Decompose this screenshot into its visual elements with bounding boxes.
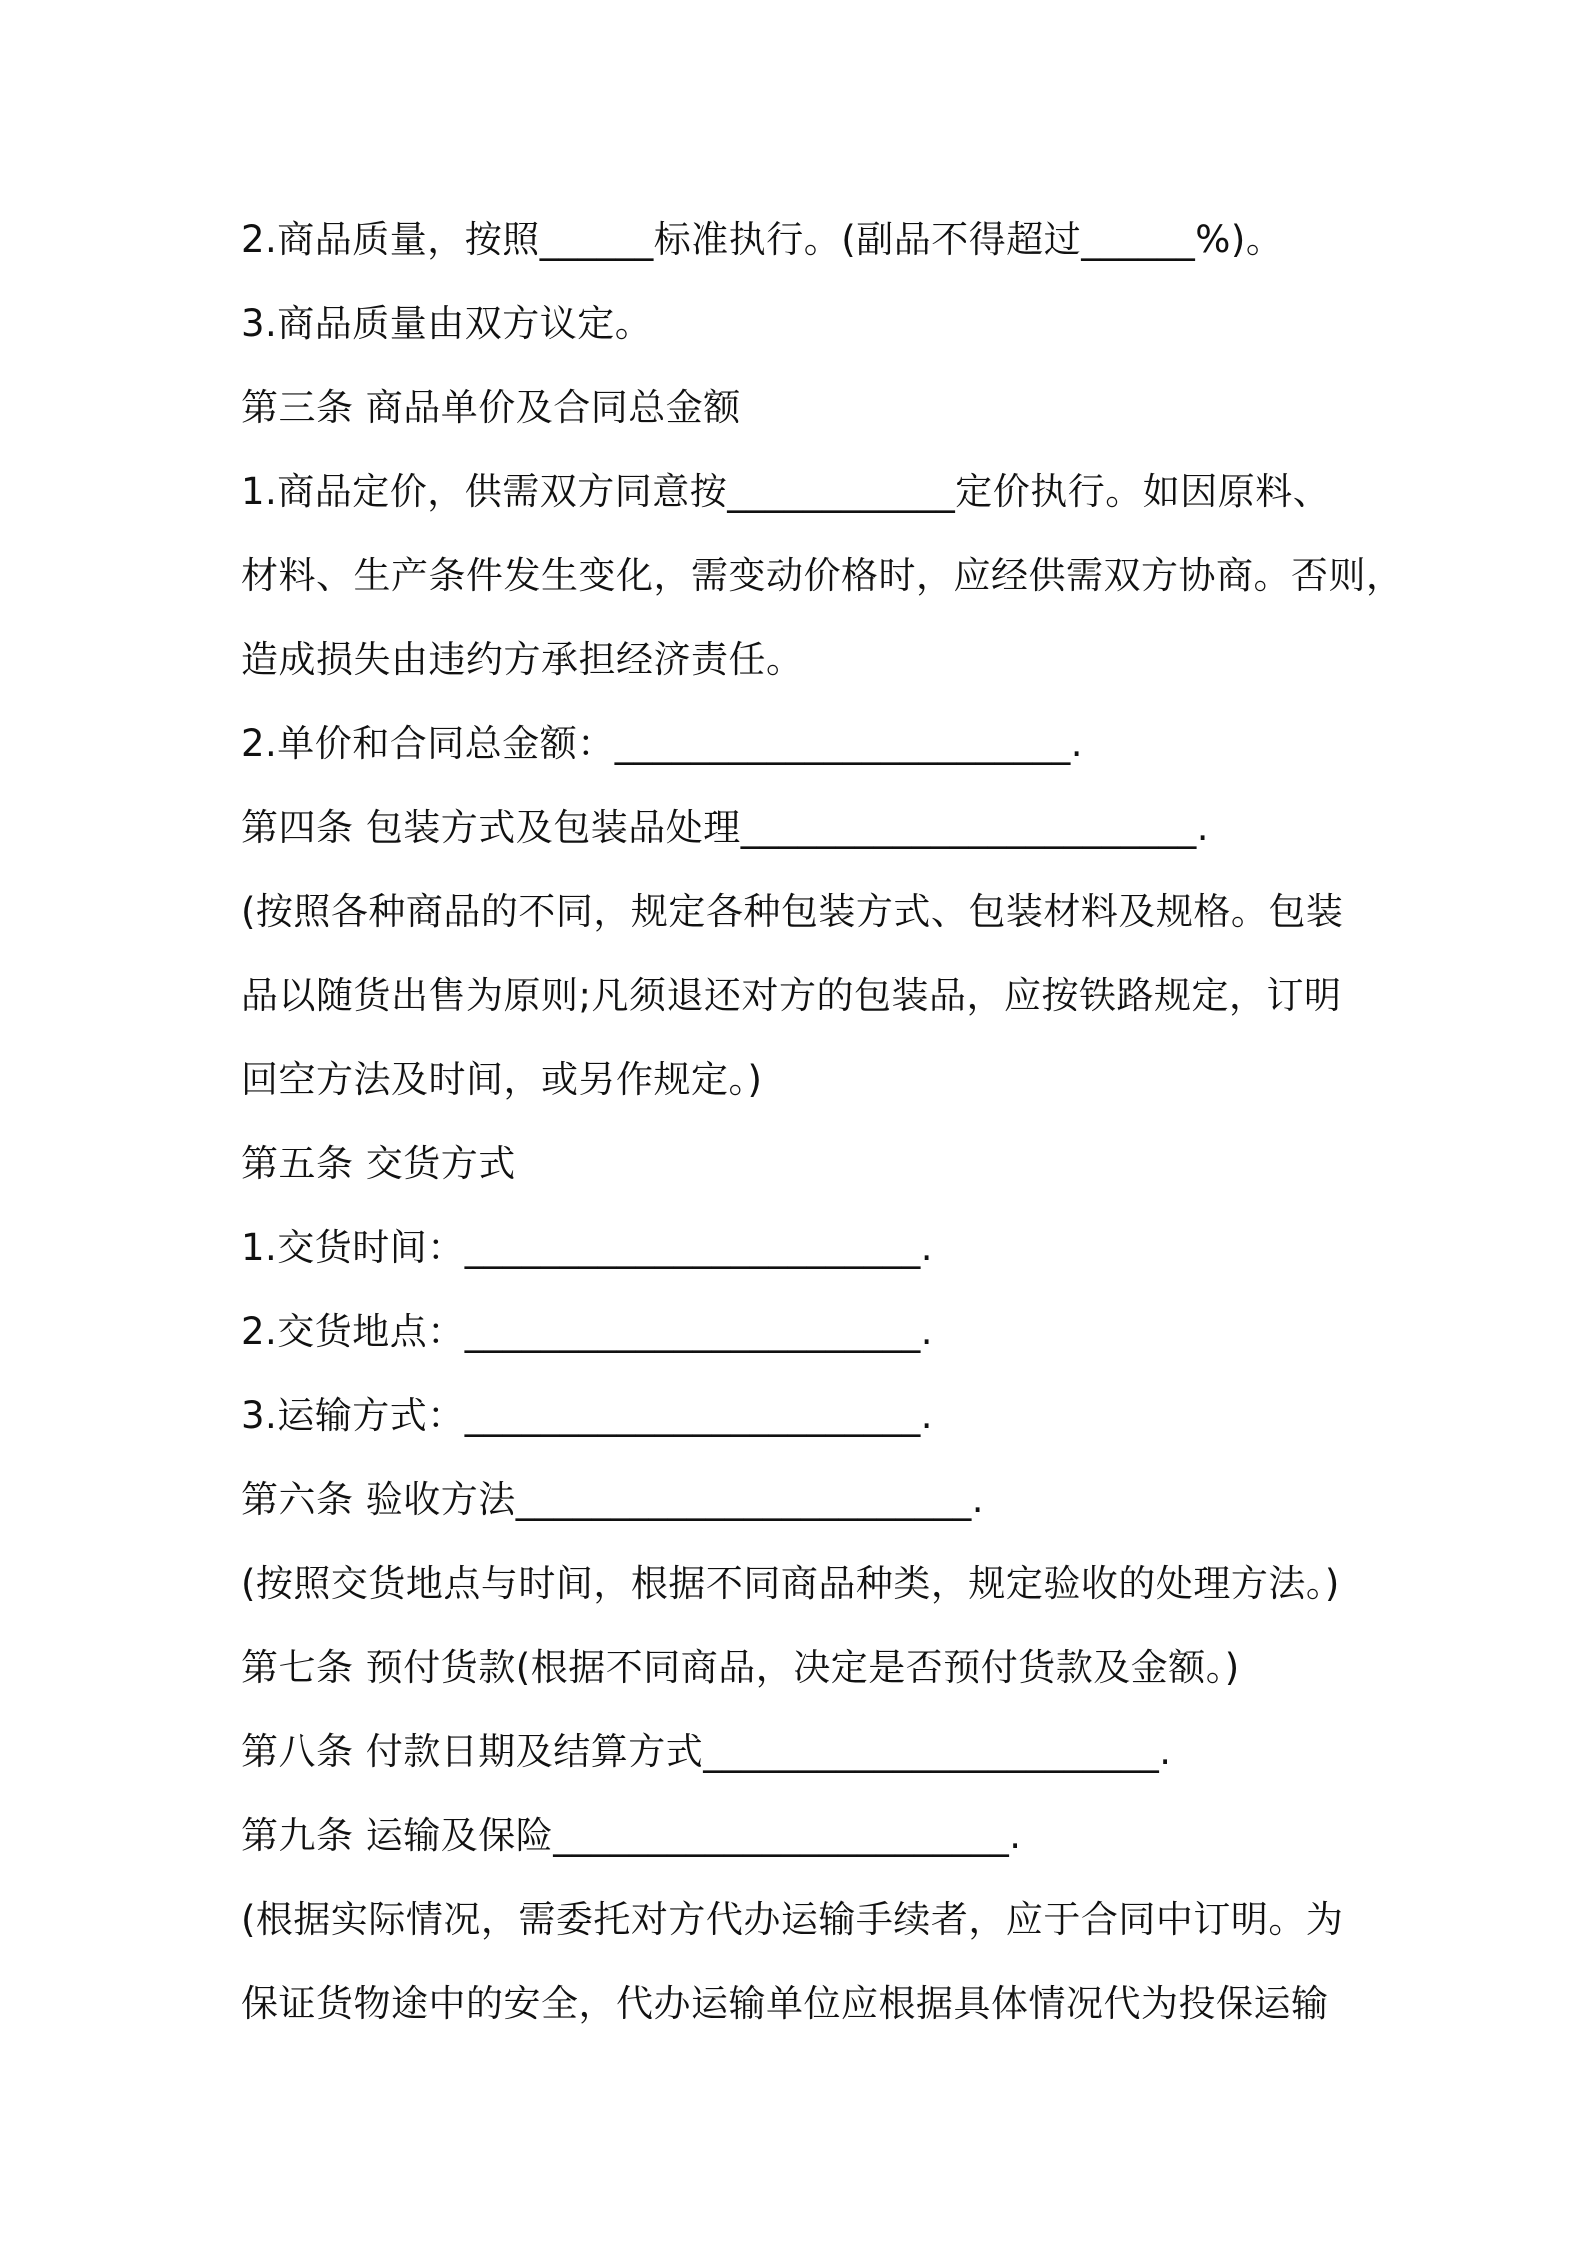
text-line: 保证货物途中的安全，代办运输单位应根据具体情况代为投保运输	[241, 1982, 1329, 2025]
article-heading: 第六条 验收方法________________________.	[241, 1478, 985, 1521]
text-line: 2.单价和合同总金额：________________________.	[241, 722, 1084, 765]
text-line: 2.商品质量，按照______标准执行。(副品不得超过______%)。	[241, 218, 1284, 261]
text-line: 2.交货地点：________________________.	[241, 1310, 934, 1353]
text-line: 1.商品定价，供需双方同意按____________定价执行。如因原料、	[241, 470, 1331, 513]
text-line: 1.交货时间：________________________.	[241, 1226, 934, 1269]
text-line: (按照交货地点与时间，根据不同商品种类，规定验收的处理方法。)	[241, 1562, 1340, 1605]
text-line: 材料、生产条件发生变化，需变动价格时，应经供需双方协商。否则，	[241, 554, 1404, 597]
text-line: 回空方法及时间，或另作规定。)	[241, 1058, 763, 1101]
article-heading: 第九条 运输及保险________________________.	[241, 1814, 1022, 1857]
document-body	[241, 198, 1404, 2046]
text-line: 品以随货出售为原则;凡须退还对方的包装品，应按铁路规定，订明	[241, 974, 1342, 1017]
text-line: (按照各种商品的不同，规定各种包装方式、包装材料及规格。包装	[241, 890, 1344, 933]
article-heading: 第五条 交货方式	[241, 1142, 516, 1185]
text-line: 3.运输方式：________________________.	[241, 1394, 934, 1437]
article-heading: 第三条 商品单价及合同总金额	[241, 386, 741, 429]
article-heading: 第四条 包装方式及包装品处理________________________.	[241, 806, 1210, 849]
text-line: 3.商品质量由双方议定。	[241, 302, 653, 345]
article-heading: 第七条 预付货款(根据不同商品，决定是否预付货款及金额。)	[241, 1646, 1240, 1689]
text-line: (根据实际情况，需委托对方代办运输手续者，应于合同中订明。为	[241, 1898, 1344, 1941]
text-line: 造成损失由违约方承担经济责任。	[241, 638, 804, 681]
article-heading: 第八条 付款日期及结算方式________________________.	[241, 1730, 1172, 1773]
